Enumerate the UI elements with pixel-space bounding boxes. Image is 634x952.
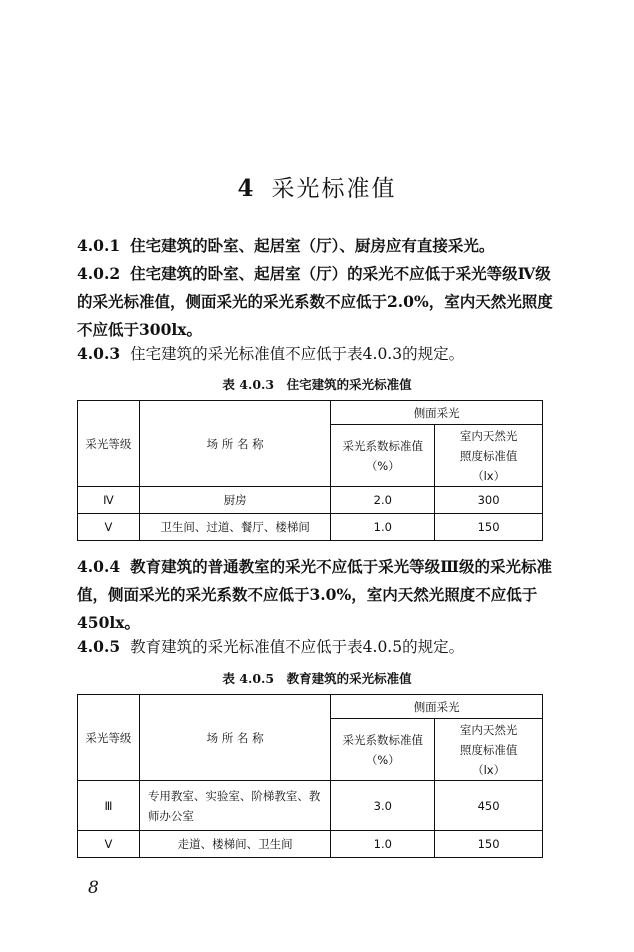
clause-number: 4.0.3 xyxy=(77,344,121,363)
cell-coefficient: 3.0 xyxy=(331,781,435,831)
clause-4-0-4 xyxy=(77,553,555,637)
table-4-0-3 xyxy=(77,400,543,541)
header-coefficient xyxy=(331,425,435,487)
clause-number: 4.0.2 xyxy=(77,264,121,283)
cell-level: Ⅳ xyxy=(78,487,140,514)
header-level: 采光等级 xyxy=(78,401,140,487)
cell-place: 厨房 xyxy=(139,487,331,514)
clause-4-0-3 xyxy=(77,340,555,368)
clause-4-0-5 xyxy=(77,633,555,661)
header-coefficient-line2: （%） xyxy=(365,458,400,473)
header-place: 场 所 名 称 xyxy=(139,695,331,781)
chapter-title xyxy=(0,170,634,203)
chapter-number: 4 xyxy=(237,175,256,202)
header-illuminance xyxy=(435,719,543,781)
cell-illuminance: 150 xyxy=(435,831,543,858)
header-coefficient-line1: 采光系数标准值 xyxy=(342,438,424,453)
clause-text: 住宅建筑的卧室、起居室（厅）、厨房应有直接采光。 xyxy=(130,236,495,255)
clause-4-0-2 xyxy=(77,260,555,344)
cell-illuminance: 300 xyxy=(435,487,543,514)
table-row xyxy=(78,831,543,858)
cell-coefficient: 2.0 xyxy=(331,487,435,514)
cell-place: 卫生间、过道、餐厅、楼梯间 xyxy=(139,514,331,541)
header-level: 采光等级 xyxy=(78,695,140,781)
header-coefficient-line2: （%） xyxy=(365,752,400,767)
table-row xyxy=(78,514,543,541)
cell-level: Ⅴ xyxy=(78,514,140,541)
table-4-0-3-caption: 表 4.0.3 住宅建筑的采光标准值 xyxy=(222,377,412,392)
cell-coefficient: 1.0 xyxy=(331,514,435,541)
clause-text: 住宅建筑的采光标准值不应低于表4.0.3的规定。 xyxy=(130,345,465,363)
header-illuminance-line1: 室内天然光 xyxy=(459,428,518,443)
header-place: 场 所 名 称 xyxy=(139,401,331,487)
clause-text: 教育建筑的普通教室的采光不应低于采光等级Ⅲ级的采光标准值，侧面采光的采光系数不应低于3.0%，室内天然光照度不应低于450lx。 xyxy=(77,557,553,632)
header-coefficient-line1: 采光系数标准值 xyxy=(342,732,424,747)
clause-text: 教育建筑的采光标准值不应低于表4.0.5的规定。 xyxy=(130,638,465,656)
chapter-title-text: 采光标准值 xyxy=(271,176,397,202)
header-illuminance-line2: 照度标准值 xyxy=(459,448,518,463)
header-illuminance xyxy=(435,425,543,487)
table-4-0-5-caption: 表 4.0.5 教育建筑的采光标准值 xyxy=(222,671,412,686)
cell-level: Ⅴ xyxy=(78,831,140,858)
cell-place: 专用教室、实验室、阶梯教室、教师办公室 xyxy=(139,781,331,831)
clause-number: 4.0.4 xyxy=(77,557,121,576)
table-row xyxy=(78,487,543,514)
cell-illuminance: 150 xyxy=(435,514,543,541)
cell-coefficient: 1.0 xyxy=(331,831,435,858)
header-illuminance-line1: 室内天然光 xyxy=(459,722,518,737)
clause-number: 4.0.5 xyxy=(77,637,121,656)
header-illuminance-line3: （lx） xyxy=(472,468,506,483)
clause-4-0-1 xyxy=(77,232,555,260)
header-side-lighting: 侧面采光 xyxy=(331,401,543,425)
table-4-0-5 xyxy=(77,694,543,858)
table-row xyxy=(78,781,543,831)
header-side-lighting: 侧面采光 xyxy=(331,695,543,719)
cell-level: Ⅲ xyxy=(78,781,140,831)
cell-illuminance: 450 xyxy=(435,781,543,831)
page-number: 8 xyxy=(88,878,99,898)
header-illuminance-line2: 照度标准值 xyxy=(459,742,518,757)
clause-text: 住宅建筑的卧室、起居室（厅）的采光不应低于采光等级Ⅳ级的采光标准值，侧面采光的采光系数不应低于2.0%，室内天然光照度不应低于300lx。 xyxy=(77,264,553,339)
header-coefficient xyxy=(331,719,435,781)
clause-number: 4.0.1 xyxy=(77,236,121,255)
header-illuminance-line3: （lx） xyxy=(472,762,506,777)
cell-place: 走道、楼梯间、卫生间 xyxy=(139,831,331,858)
